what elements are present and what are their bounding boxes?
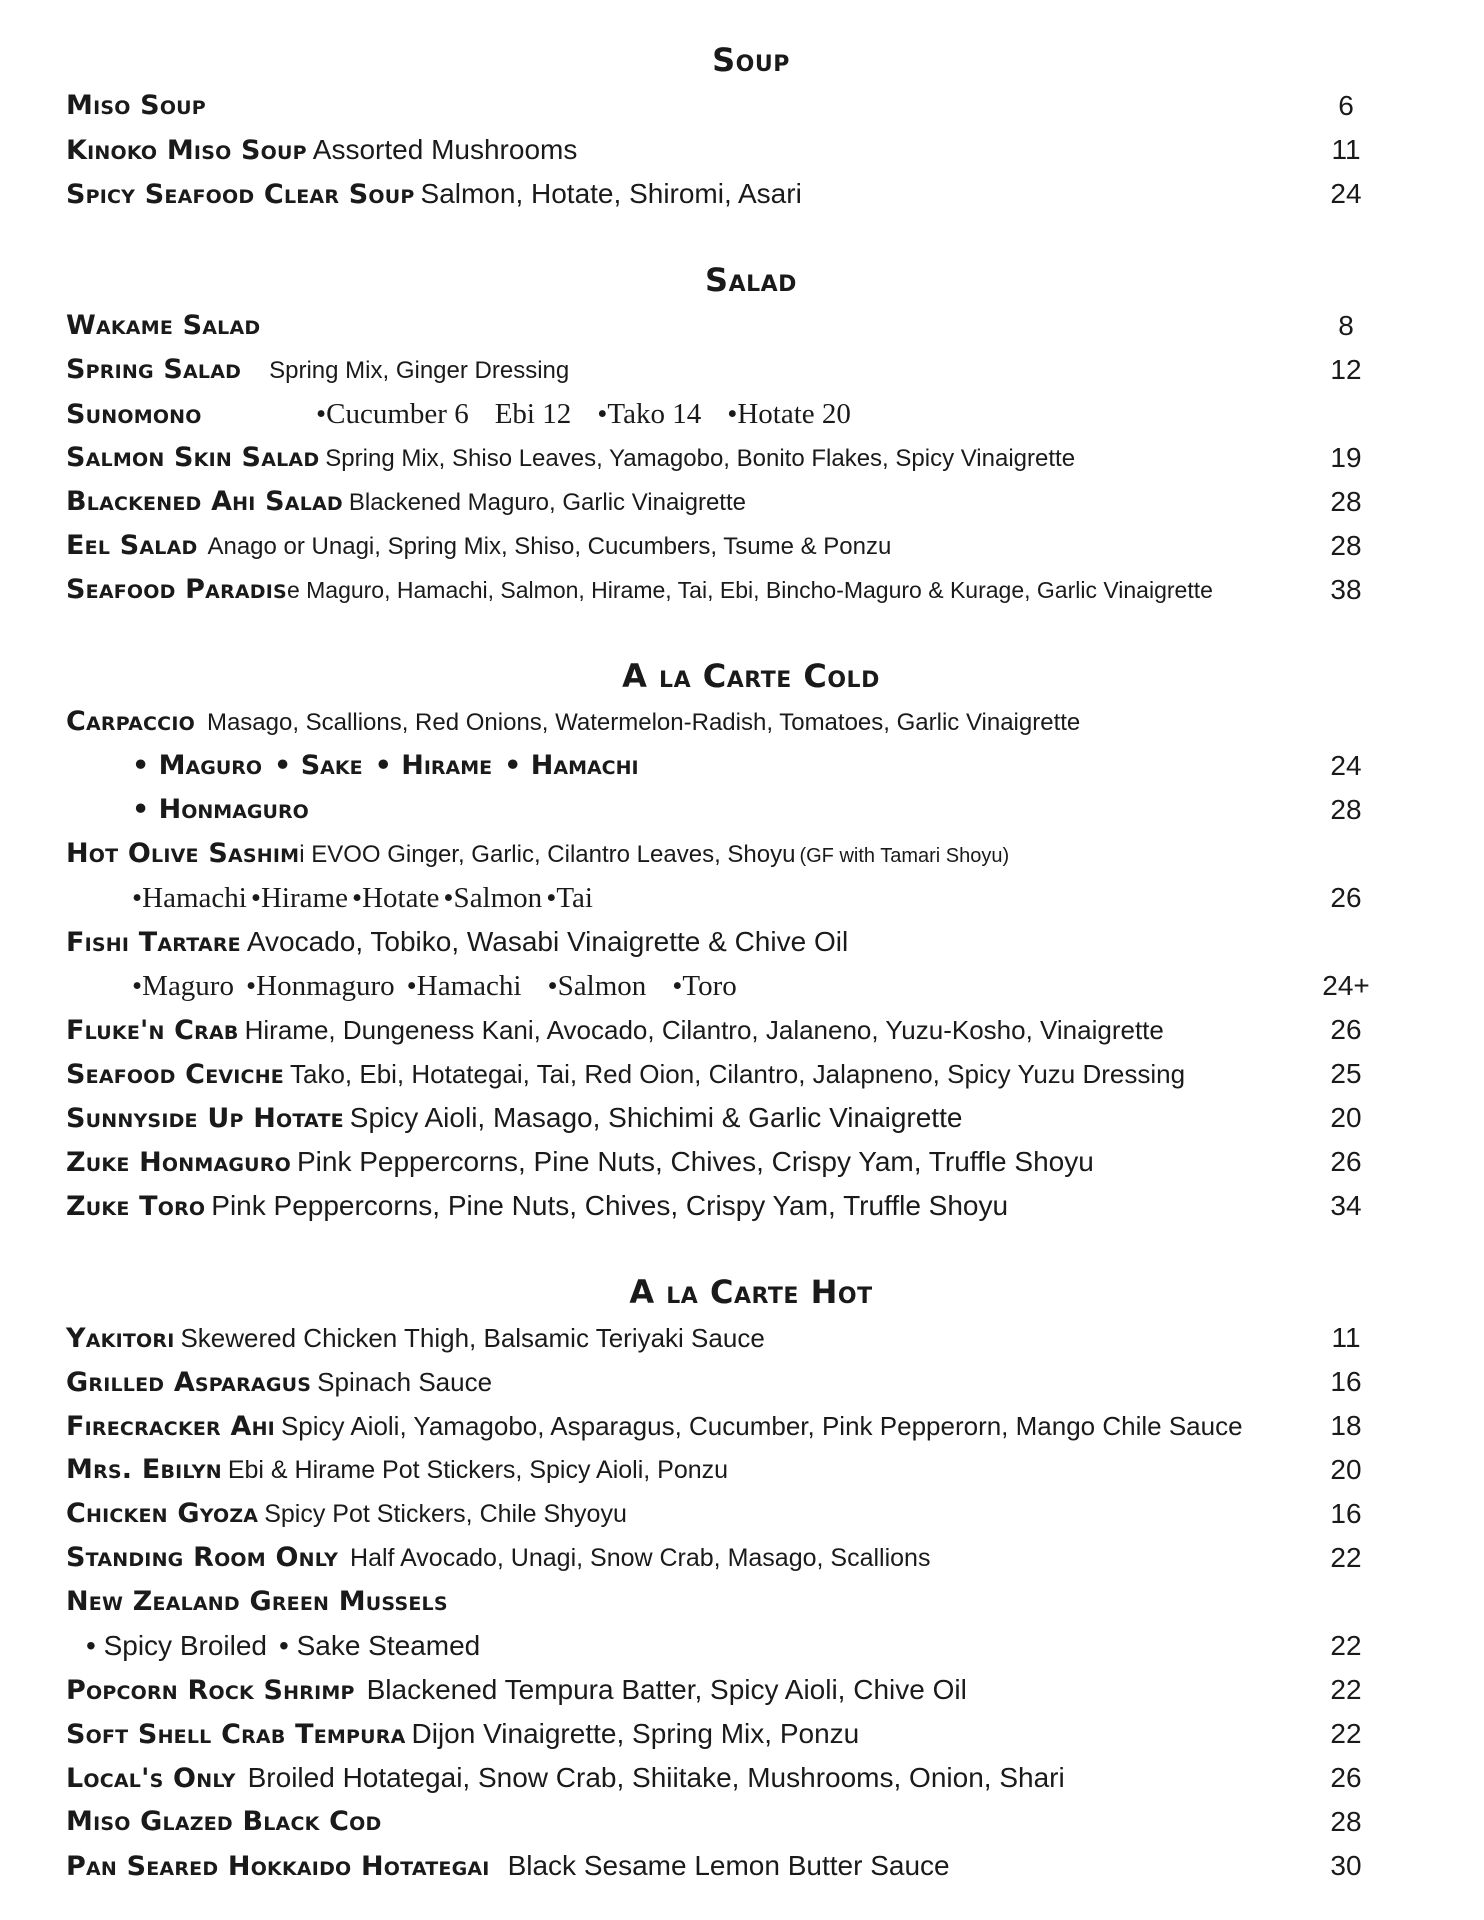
cold-section	[66, 656, 1436, 1228]
item-price: 22	[1330, 1542, 1362, 1573]
menu-item	[66, 480, 1436, 524]
item-name: Zuke Toro	[66, 1191, 206, 1222]
item-price: 26	[1330, 1146, 1362, 1177]
menu-item	[66, 1844, 1436, 1888]
option: •Honmaguro	[245, 970, 395, 1002]
item-price: 26	[1330, 1762, 1362, 1793]
item-price: 24+	[1322, 970, 1370, 1001]
item-name: Hot Olive Sashim	[66, 838, 300, 869]
item-name: Eel Salad	[66, 530, 198, 561]
item-description: Black Sesame Lemon Butter Sauce	[507, 1850, 950, 1881]
item-name: Seafood Ceviche	[66, 1059, 284, 1090]
option: •Hamachi	[406, 970, 522, 1002]
item-price: 12	[1330, 354, 1362, 385]
option: • Maguro	[132, 750, 263, 781]
menu-item	[66, 1756, 1436, 1800]
item-price: 25	[1330, 1058, 1362, 1089]
item-note: (GF with Tamari Shoyu)	[799, 845, 1010, 867]
item-description: Blackened Tempura Batter, Spicy Aioli, Chive Oil	[366, 1674, 967, 1705]
item-name: Miso Glazed Black Cod	[66, 1806, 382, 1837]
soup-section	[66, 40, 1436, 216]
menu-item	[66, 1536, 1436, 1580]
item-description: Anago or Unagi, Spring Mix, Shiso, Cucumbers, Tsume & Ponzu	[207, 533, 892, 560]
item-description: Assorted Mushrooms	[312, 134, 578, 165]
item-price: 28	[1330, 530, 1362, 561]
item-price: 26	[1330, 1014, 1362, 1045]
item-name: Wakame Salad	[66, 310, 261, 341]
item-name: Grilled Asparagus	[66, 1367, 312, 1398]
option: Ebi 12	[494, 398, 572, 430]
item-price: 22	[1330, 1718, 1362, 1749]
menu-item	[66, 304, 1436, 348]
menu-item	[66, 568, 1436, 612]
section-title-cold: A la Carte Cold	[622, 657, 880, 695]
section-title-soup: Soup	[712, 41, 790, 79]
item-price: 28	[1330, 1806, 1362, 1837]
item-description: Broiled Hotategai, Snow Crab, Shiitake, Mushrooms, Onion, Shari	[247, 1762, 1065, 1793]
menu-item	[66, 1580, 1436, 1624]
item-name: New Zealand Green Mussels	[66, 1586, 448, 1617]
menu-item	[66, 920, 1436, 964]
menu-item	[66, 1492, 1436, 1536]
option: • Sake	[274, 750, 363, 781]
item-description: Skewered Chicken Thigh, Balsamic Teriyaki Sauce	[180, 1323, 765, 1353]
item-name: Sunnyside Up Hotate	[66, 1103, 344, 1134]
item-name: Popcorn Rock Shrimp	[66, 1675, 355, 1706]
item-description: Tako, Ebi, Hotategai, Tai, Red Oion, Cilantro, Jalapneno, Spicy Yuzu Dressing	[289, 1059, 1186, 1089]
item-description: Spicy Aioli, Yamagobo, Asparagus, Cucumber, Pink Pepperorn, Mango Chile Sauce	[280, 1411, 1243, 1441]
menu-item	[66, 1360, 1436, 1404]
option: • Spicy Broiled	[86, 1630, 267, 1661]
item-name: Spicy Seafood Clear Soup	[66, 179, 415, 210]
item-name: Miso Soup	[66, 90, 206, 121]
menu-item	[66, 1096, 1436, 1140]
option: •Salmon	[547, 970, 647, 1002]
section-title-salad: Salad	[705, 261, 797, 299]
option: • Hamachi	[504, 750, 639, 781]
item-description: Salmon, Hotate, Shiromi, Asari	[420, 178, 802, 209]
item-price: 28	[1330, 794, 1362, 825]
hot-section	[66, 1272, 1436, 1888]
salad-section	[66, 260, 1436, 612]
option: •Toro	[672, 970, 737, 1002]
item-price: 34	[1330, 1190, 1362, 1221]
item-name: Blackened Ahi Salad	[66, 486, 343, 517]
item-description: Avocado, Tobiko, Wasabi Vinaigrette & Chive Oil	[246, 926, 849, 957]
section-spacer	[66, 216, 1436, 260]
menu-item	[66, 1448, 1436, 1492]
option-row	[66, 744, 1436, 788]
item-description: Spring Mix, Shiso Leaves, Yamagobo, Bonito Flakes, Spicy Vinaigrette	[325, 445, 1076, 472]
item-price: 8	[1338, 310, 1354, 341]
item-description: Spinach Sauce	[317, 1367, 493, 1397]
item-description: Masago, Scallions, Red Onions, Watermelon-Radish, Tomatoes, Garlic Vinaigrette	[206, 709, 1081, 736]
item-name: Carpaccio	[66, 706, 195, 737]
item-description: e Maguro, Hamachi, Salmon, Hirame, Tai, Ebi, Bincho-Maguro & Kurage, Garlic Vinaigrette	[286, 577, 1213, 603]
item-name: Mrs. Ebilyn	[66, 1454, 222, 1485]
item-price: 26	[1330, 882, 1362, 913]
option-row	[66, 876, 1436, 920]
item-price: 11	[1331, 134, 1361, 165]
item-description: Pink Peppercorns, Pine Nuts, Chives, Crispy Yam, Truffle Shoyu	[296, 1146, 1094, 1177]
item-name: Local's Only	[66, 1763, 236, 1794]
option: •Maguro	[132, 970, 234, 1002]
item-name: Soft Shell Crab Tempura	[66, 1719, 406, 1750]
option: • Sake Steamed	[279, 1630, 481, 1661]
item-description: i EVOO Ginger, Garlic, Cilantro Leaves, Shoyu	[299, 841, 796, 868]
item-name: Seafood Paradis	[66, 574, 287, 605]
item-price: 19	[1330, 442, 1362, 473]
item-name: Sunomono	[66, 399, 202, 430]
menu-item	[66, 1404, 1436, 1448]
menu-item	[66, 524, 1436, 568]
option-row	[66, 964, 1436, 1008]
menu-item	[66, 1316, 1436, 1360]
item-price: 22	[1330, 1630, 1362, 1661]
section-spacer	[66, 612, 1436, 656]
menu-item	[66, 1140, 1436, 1184]
menu-item	[66, 1184, 1436, 1228]
item-description: Half Avocado, Unagi, Snow Crab, Masago, Scallions	[350, 1544, 931, 1572]
option: •Salmon	[443, 882, 543, 914]
item-price: 16	[1330, 1366, 1362, 1397]
item-description: Hirame, Dungeness Kani, Avocado, Cilantro, Jalaneno, Yuzu-Kosho, Vinaigrette	[244, 1015, 1164, 1045]
option: •Hirame	[250, 882, 348, 914]
option: •Tai	[546, 882, 593, 914]
option: •Hotate 20	[727, 398, 851, 430]
option-row	[66, 1624, 1436, 1668]
item-name: Chicken Gyoza	[66, 1498, 259, 1529]
option: •Hotate	[351, 882, 440, 914]
menu-item	[66, 832, 1436, 876]
option: •Hamachi	[132, 882, 247, 914]
item-price: 18	[1330, 1410, 1362, 1441]
item-price: 22	[1330, 1674, 1362, 1705]
item-price: 24	[1330, 178, 1362, 209]
menu-item	[66, 1008, 1436, 1052]
item-name: Spring Salad	[66, 354, 242, 385]
item-name: Fluke'n Crab	[66, 1015, 239, 1046]
menu-item	[66, 1712, 1436, 1756]
option: •Cucumber 6	[316, 398, 469, 430]
item-price: 24	[1330, 750, 1362, 781]
section-spacer	[66, 1228, 1436, 1272]
menu-item	[66, 128, 1436, 172]
item-price: 38	[1330, 574, 1362, 605]
menu-page	[66, 40, 1436, 1888]
menu-item	[66, 172, 1436, 216]
menu-item	[66, 700, 1436, 744]
menu-item	[66, 348, 1436, 392]
item-price: 16	[1330, 1498, 1362, 1529]
item-name: Standing Room Only	[66, 1542, 339, 1573]
item-price: 11	[1331, 1322, 1361, 1353]
option: • Honmaguro	[132, 794, 309, 825]
menu-item	[66, 436, 1436, 480]
menu-item	[66, 1668, 1436, 1712]
menu-item	[66, 1800, 1436, 1844]
item-name: Kinoko Miso Soup	[66, 135, 307, 166]
item-description: Blackened Maguro, Garlic Vinaigrette	[348, 489, 746, 516]
item-description: Pink Peppercorns, Pine Nuts, Chives, Crispy Yam, Truffle Shoyu	[211, 1190, 1009, 1221]
menu-item	[66, 1052, 1436, 1096]
item-description: Spicy Aioli, Masago, Shichimi & Garlic Vinaigrette	[349, 1102, 963, 1133]
menu-item	[66, 84, 1436, 128]
item-name: Zuke Honmaguro	[66, 1147, 291, 1178]
menu-item	[66, 392, 1436, 436]
item-description: Dijon Vinaigrette, Spring Mix, Ponzu	[411, 1718, 860, 1749]
item-price: 28	[1330, 486, 1362, 517]
option: • Hirame	[374, 750, 493, 781]
item-price: 6	[1338, 90, 1354, 121]
item-description: Spicy Pot Stickers, Chile Shyoyu	[264, 1500, 627, 1528]
option: •Tako 14	[597, 398, 702, 430]
item-name: Yakitori	[66, 1323, 175, 1354]
item-description: Spring Mix, Ginger Dressing	[269, 357, 570, 384]
item-name: Pan Seared Hokkaido Hotategai	[66, 1851, 490, 1882]
item-price: 20	[1330, 1102, 1362, 1133]
option-row	[66, 788, 1436, 832]
section-title-hot: A la Carte Hot	[629, 1273, 873, 1311]
item-price: 30	[1330, 1850, 1362, 1881]
item-price: 20	[1330, 1454, 1362, 1485]
item-name: Salmon Skin Salad	[66, 442, 320, 473]
item-name: Firecracker Ahi	[66, 1411, 275, 1442]
item-name: Fishi Tartare	[66, 927, 241, 958]
item-description: Ebi & Hirame Pot Stickers, Spicy Aioli, Ponzu	[227, 1456, 729, 1484]
